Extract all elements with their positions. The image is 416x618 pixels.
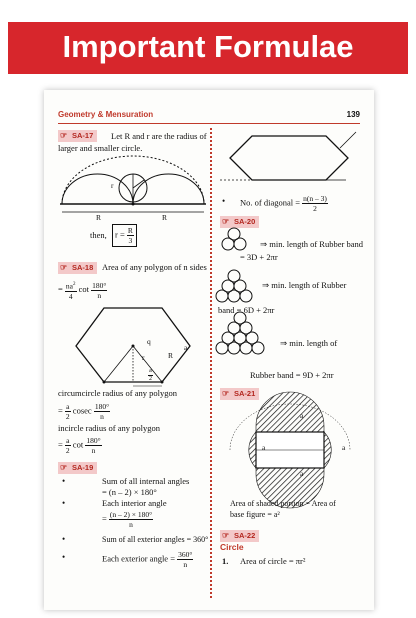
sa19-b2-den: n xyxy=(129,520,133,529)
sa19-b2: Each interior angle xyxy=(102,498,167,508)
sa18-area-angle xyxy=(91,281,107,300)
sa21-text-1: Area of shaded portion = Area of xyxy=(230,499,336,508)
sa21-label-a-right: a xyxy=(342,443,346,452)
book-page xyxy=(44,90,374,610)
sa19-bullet-3: • xyxy=(62,534,66,544)
sa18-area-den: 4 xyxy=(68,291,73,301)
sa21-label-a-left: a xyxy=(262,443,266,452)
sa18-circum-eq: = xyxy=(58,405,63,416)
sa18-circum-2: 2 xyxy=(65,412,70,421)
sa19-bullet-4: • xyxy=(62,552,66,562)
sa22-item-text: Area of circle = πr² xyxy=(240,556,306,566)
sa18-circum-fn: cosec xyxy=(72,405,92,416)
sa19-b4-text: Each exterior angle = xyxy=(102,553,175,564)
tag-sa17: ☞ SA-17 xyxy=(58,130,97,142)
sa19-b3: Sum of all exterior angles = 360° xyxy=(102,535,209,544)
tag-sa22: ☞ SA-22 xyxy=(220,530,259,542)
sa18-area-num: na xyxy=(65,281,74,291)
sa18-circum-text: circumcircle radius of any polygon xyxy=(58,388,177,398)
sa19-b2-eq: = xyxy=(102,513,107,524)
sa18-label-q: q xyxy=(147,337,151,346)
semicircle-diagram xyxy=(58,156,208,222)
hexagon-diagram xyxy=(74,306,192,386)
sa19-b2-formula xyxy=(102,510,153,529)
sa18-in-ang-num: 180° xyxy=(86,436,101,445)
sa21-label-a-top: a xyxy=(300,411,304,420)
sa17-frac-num: R xyxy=(127,226,133,235)
sa20-l2: ⇒ min. length of Rubber xyxy=(262,280,347,290)
sa22-heading: Circle xyxy=(220,542,244,552)
sa18-label-r: r xyxy=(142,353,145,362)
header-rule xyxy=(58,123,360,124)
sa18-in-2: 2 xyxy=(65,446,70,455)
sa18-area-cot: cot xyxy=(78,284,90,295)
sa19-b4-num: 360° xyxy=(178,550,193,559)
tag-sa19: ☞ SA-19 xyxy=(58,462,97,474)
section-title: Geometry & Mensuration xyxy=(58,110,154,119)
banner-title: Important Formulae xyxy=(62,29,354,64)
diag-bullet: • xyxy=(222,196,226,206)
sa17-label-R-right: R xyxy=(162,213,168,222)
sa19-b2-num: (n – 2) × 180° xyxy=(109,510,153,519)
sa17-text-1: Let R and r are the radius of xyxy=(111,131,207,141)
sa18-incircle-formula xyxy=(58,436,102,455)
sa17-then: then, xyxy=(90,230,107,240)
sa18-area-sup: 2 xyxy=(73,282,76,287)
sa18-label-a2-num: a xyxy=(149,368,152,374)
sa18-incircle-text: incircle radius of any polygon xyxy=(58,423,160,433)
sa18-in-fn: cot xyxy=(72,439,84,450)
sa19-b1-line2: = (n – 2) × 180° xyxy=(102,487,157,497)
sa17-label-r: r xyxy=(111,181,114,190)
sa20-l3b: Rubber band = 9D + 2πr xyxy=(250,370,334,380)
sa19-bullet-2: • xyxy=(62,498,66,508)
sa19-b1-line1: Sum of all internal angles xyxy=(102,476,190,486)
diag-formula xyxy=(240,194,328,213)
sa18-circum-ang-num: 180° xyxy=(94,402,110,411)
sa20-l1: ⇒ min. length of Rubber band xyxy=(260,239,363,249)
sa18-area-ang-num: 180° xyxy=(92,280,107,290)
tag-sa20: ☞ SA-20 xyxy=(220,216,259,228)
sa18-area-frac xyxy=(65,280,77,301)
sa18-label-a2-den: 2 xyxy=(149,376,152,382)
column-divider xyxy=(210,128,212,598)
sa19-b4-den: n xyxy=(183,560,188,569)
sa18-label-a2 xyxy=(148,368,153,383)
page-number: 139 xyxy=(346,110,360,119)
sa17-formula-box xyxy=(112,224,137,247)
sa18-in-a: a xyxy=(66,436,70,445)
sa18-in-eq: = xyxy=(58,439,63,450)
page-header xyxy=(58,110,360,124)
diag-den: 2 xyxy=(313,204,317,213)
sa18-in-ang-den: n xyxy=(91,446,96,455)
sa18-text: Area of any polygon of n sides xyxy=(102,262,207,272)
tag-sa21: ☞ SA-21 xyxy=(220,388,259,400)
sa18-label-R: R xyxy=(168,351,174,360)
sa18-circum-ang-den: n xyxy=(100,412,104,421)
sa18-area-formula xyxy=(58,280,107,301)
sa21-text-2: base figure = a² xyxy=(230,510,280,519)
tag-sa18: ☞ SA-18 xyxy=(58,262,97,274)
sa22-item-no: 1. xyxy=(222,556,229,566)
sa20-l3: ⇒ min. length of xyxy=(280,338,338,348)
sa18-area-eq: = xyxy=(58,284,63,295)
sa17-r-eq: r = xyxy=(115,229,125,240)
banner xyxy=(0,0,416,76)
sa17-frac-den: 3 xyxy=(128,236,133,245)
sa17-label-R-left: R xyxy=(96,213,102,222)
sa18-area-ang-den: n xyxy=(97,290,102,300)
sa18-label-a: a xyxy=(184,343,188,352)
sa21-label-a-bottom: a xyxy=(300,469,304,478)
sa20-l2b: band = 6D + 2πr xyxy=(218,305,275,315)
sa19-bullet-1: • xyxy=(62,476,66,486)
diag-text: No. of diagonal = xyxy=(240,197,301,208)
diag-num: n(n – 3) xyxy=(303,194,327,203)
sa19-b4 xyxy=(102,550,193,569)
sa20-l1b: = 3D + 2πr xyxy=(240,252,278,262)
sa17-fraction xyxy=(127,226,134,245)
sa18-circum-formula xyxy=(58,402,110,421)
shaded-square-diagram xyxy=(228,402,352,498)
polygon-diagonal-diagram xyxy=(220,130,360,182)
sa18-circum-a: a xyxy=(66,402,70,411)
sa17-text-2: larger and smaller circle. xyxy=(58,143,143,153)
